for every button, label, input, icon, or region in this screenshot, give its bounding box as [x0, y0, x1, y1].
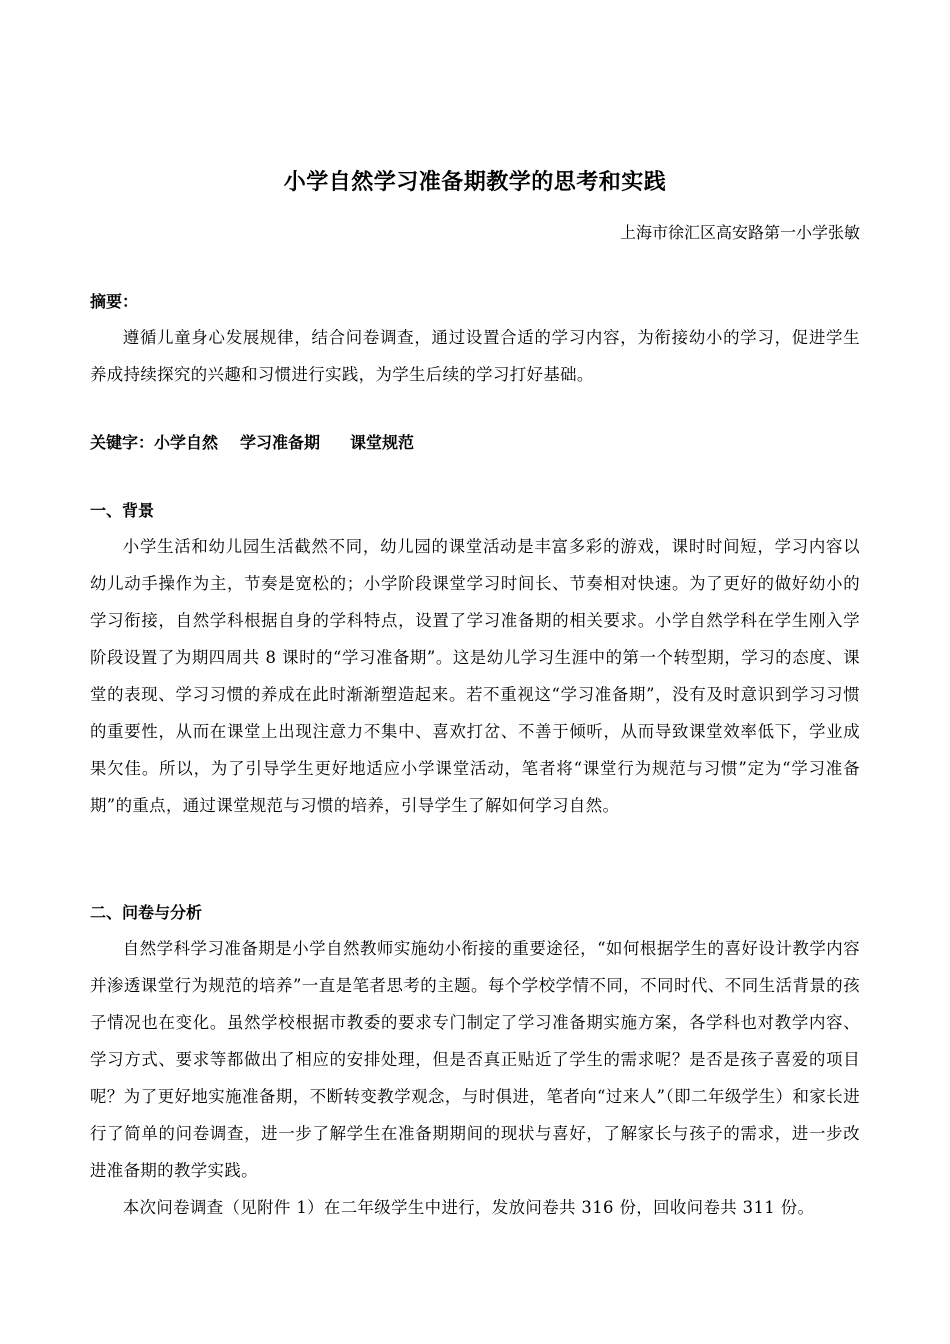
section-survey-paragraph-2: 本次问卷调查（见附件 1）在二年级学生中进行，发放问卷共 316 份，回收问卷共 311 份。 [122, 1198, 815, 1217]
section-background-paragraph: 小学生活和幼儿园生活截然不同，幼儿园的课堂活动是丰富多彩的游戏，课时时间短，学习内容以幼儿动手操作为主，节奏是宽松的；小学阶段课堂学习时间长、节奏相对快速。为了更好的做好幼小的学习衔接，自然学科根据自身的学科特点，设置了学习准备期的相关要求。小学自然学科在学生刚入学阶段设置了为期四周共 8 课时的“学习准备期”。这是幼儿学习生涯中的第一个转型期，学习的态度、课堂的表现、学习习惯的养成在此时渐渐塑造起来。若不重视这“学习准备期”，没有及时意识到学习习惯的重要性，从而在课堂上出现注意力不集中、喜欢打岔、不善于倾听，从而导致课堂效率低下，学业成果欠佳。所以，为了引导学生更好地适应小学课堂活动，笔者将“课堂行为规范与习惯”定为“学习准备期”的重点，通过课堂规范与习惯的培养，引导学生了解如何学习自然。 [90, 537, 860, 815]
keywords-label: 关键字： [90, 433, 155, 452]
section-heading-background: 一、背景 [90, 501, 155, 520]
section-heading-survey: 二、问卷与分析 [90, 903, 203, 922]
section-survey-paragraph: 自然学科学习准备期是小学自然教师实施幼小衔接的重要途径，“如何根据学生的喜好设计教学内容并渗透课堂行为规范的培养”一直是笔者思考的主题。每个学校学情不同，不同时代、不同生活背景的孩子情况也在变化。虽然学校根据市教委的要求专门制定了学习准备期实施方案，各学科也对教学内容、学习方式、要求等都做出了相应的安排处理，但是否真正贴近了学生的需求呢？是否是孩子喜爱的项目呢？为了更好地实施准备期，不断转变教学观念，与时俱进，笔者向“过来人”（即二年级学生）和家长进行了简单的问卷调查，进一步了解学生在准备期期间的现状与喜好，了解家长与孩子的需求，进一步改进准备期的教学实践。 [90, 939, 860, 1180]
keyword-item: 学习准备期 [240, 433, 321, 452]
keyword-item: 小学自然 [154, 433, 219, 452]
abstract-paragraph: 遵循儿童身心发展规律，结合问卷调查，通过设置合适的学习内容，为衔接幼小的学习，促进学生养成持续探究的兴趣和习惯进行实践，为学生后续的学习打好基础。 [90, 328, 860, 384]
author-line: 上海市徐汇区高安路第一小学张敏 [619, 223, 860, 242]
abstract-heading: 摘要： [90, 292, 139, 311]
document-title: 小学自然学习准备期教学的思考和实践 [283, 170, 667, 195]
keywords-line [90, 430, 414, 456]
keyword-item: 课堂规范 [350, 433, 415, 452]
